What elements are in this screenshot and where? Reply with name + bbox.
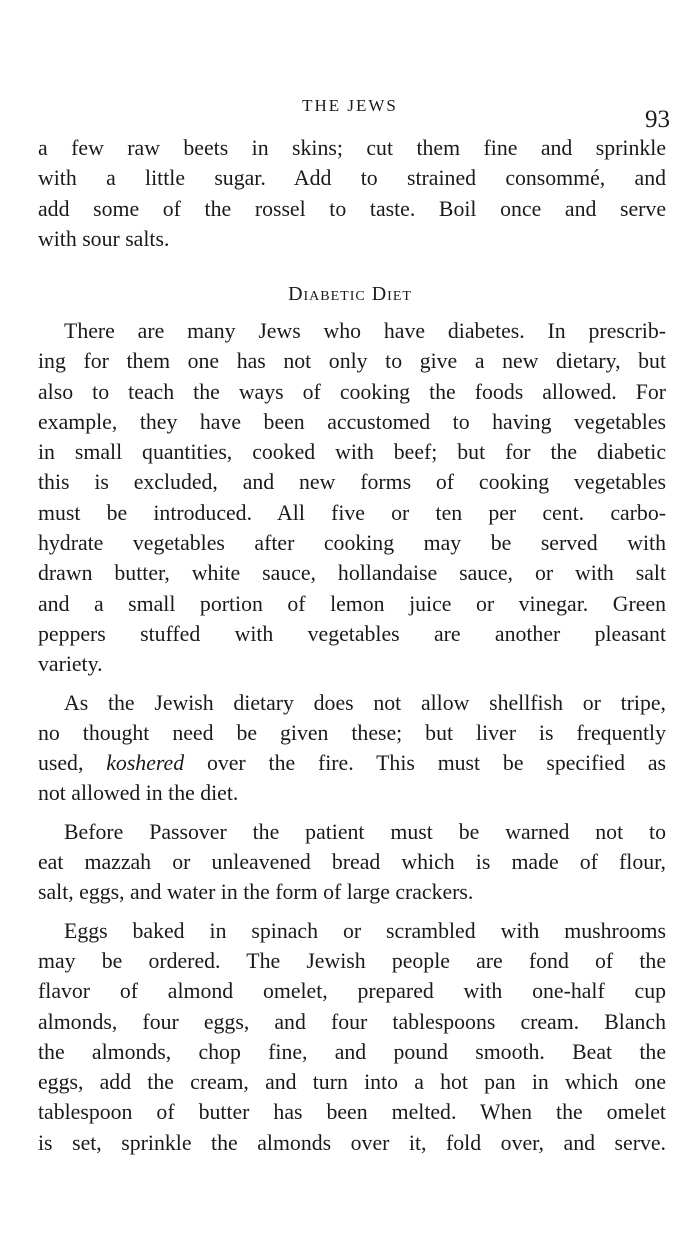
italic-word: koshered (106, 751, 185, 776)
page-number: 93 (645, 106, 670, 133)
text-line: flavor of almond omelet, prepared with one-half cup (38, 979, 666, 1004)
text-line: no thought need be given these; but liver is frequently (38, 720, 666, 745)
text-line (38, 748, 666, 778)
text-line: Eggs baked in spinach or scrambled with mushrooms (64, 918, 666, 943)
text-line: also to teach the ways of cooking the foods allowed. For (38, 379, 666, 404)
paragraph-2 (38, 688, 666, 809)
text-line: with sour salts. (38, 226, 170, 251)
paragraph-1 (38, 316, 666, 680)
text-line: not allowed in the diet. (38, 781, 239, 806)
running-title: THE JEWS (302, 96, 398, 115)
text-fragment: over the fire. This must be specified as (184, 751, 666, 776)
text-line: must be introduced. All five or ten per cent. carbo- (38, 500, 666, 525)
text-line: hydrate vegetables after cooking may be served with (38, 531, 666, 556)
text-line: almonds, four eggs, and four tablespoons cream. Blanch (38, 1009, 666, 1034)
text-line: example, they have been accustomed to having vegetables (38, 409, 666, 434)
text-line: eat mazzah or unleavened bread which is made of flour, (38, 850, 666, 875)
text-line: tablespoon of butter has been melted. When the omelet (38, 1100, 666, 1125)
text-line: may be ordered. The Jewish people are fond of the (38, 948, 666, 973)
text-line: and a small portion of lemon juice or vinegar. Green (38, 591, 666, 616)
continuation-paragraph (38, 133, 666, 254)
text-line: ing for them one has not only to give a new dietary, but (38, 349, 666, 374)
text-line: this is excluded, and new forms of cooking vegetables (38, 470, 666, 495)
text-line: drawn butter, white sauce, hollandaise sauce, or with salt (38, 561, 666, 586)
section-heading: Diabetic Diet (288, 283, 412, 305)
main-text (38, 316, 666, 1158)
text-line: As the Jewish dietary does not allow shellfish or tripe, (64, 690, 666, 715)
text-line: is set, sprinkle the almonds over it, fold over, and serve. (38, 1130, 666, 1155)
text-line: in small quantities, cooked with beef; but for the diabetic (38, 440, 666, 465)
text-line: salt, eggs, and water in the form of large crackers. (38, 880, 474, 905)
text-line: add some of the rossel to taste. Boil once and serve (38, 196, 666, 221)
paragraph-4 (38, 916, 666, 1158)
paragraph-3 (38, 817, 666, 908)
text-line: a few raw beets in skins; cut them fine and sprinkle (38, 136, 666, 160)
text-line: peppers stuffed with vegetables are another pleasant (38, 621, 666, 646)
text-fragment: used, (38, 751, 107, 776)
text-line: the almonds, chop fine, and pound smooth. Beat the (38, 1039, 666, 1064)
text-line: eggs, add the cream, and turn into a hot pan in which one (38, 1070, 666, 1095)
text-line: Before Passover the patient must be warned not to (64, 819, 666, 844)
text-line: with a little sugar. Add to strained consommé, and (38, 166, 666, 191)
text-line: variety. (38, 652, 103, 677)
text-line: There are many Jews who have diabetes. In prescrib- (64, 319, 666, 343)
